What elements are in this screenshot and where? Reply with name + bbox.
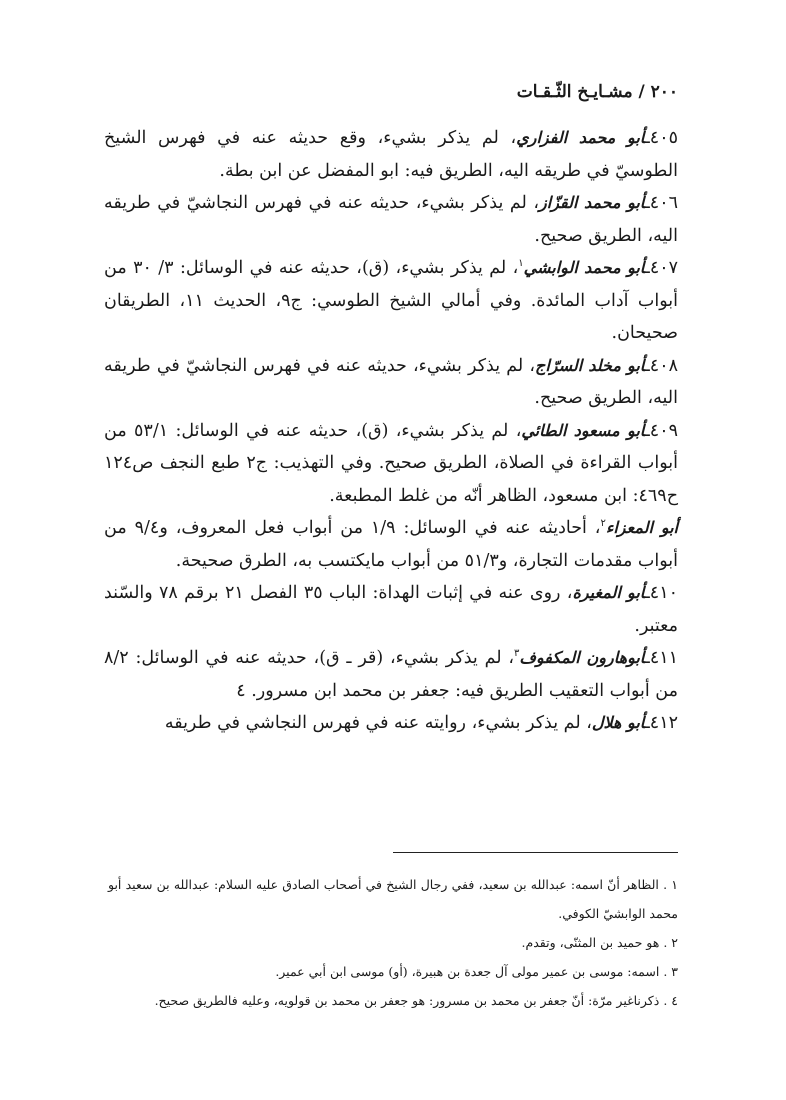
- narrator-name: أبو محمد الوابشي: [523, 258, 645, 277]
- footnote-marker: ١: [518, 258, 524, 270]
- footnote-4: [108, 986, 678, 1015]
- footnote-number: ١ .: [663, 877, 678, 892]
- footnote-number: ٤ .: [663, 993, 678, 1008]
- entry-number: ٤٠٩ـ: [644, 420, 678, 441]
- entry-407: [104, 252, 678, 350]
- entry-text: ، لم يذكر بشيء، حديثه عنه في فهرس النجاشيّ في طريقه اليه، الطريق صحيح.: [104, 355, 678, 408]
- entry-text: ، لم يذكر بشيء، (قر ـ ق)، حديثه عنه في الوسائل: ٨/٢ من أبواب التعقيب الطريق فيه: جعفر بن محمد ابن مسرور. ٤: [104, 648, 678, 701]
- entry-text: ، لم يذكر بشيء، وقع حديثه عنه في فهرس الشيخ الطوسيّ في طريقه اليه، الطريق فيه: ابو المفضل عن ابن بطة.: [104, 128, 678, 181]
- main-text: [104, 122, 678, 740]
- entry-409-sub: [104, 512, 678, 577]
- entry-number: ٤١٠ـ: [644, 583, 678, 603]
- footnote-text: الظاهر أنّ اسمه: عبدالله بن سعيد، ففي رجال الشيخ في أصحاب الصادق عليه السلام: عبدالله بن سعيد أبو محمد الوابشيّ الكوفي.: [108, 877, 678, 921]
- entry-number: ٤١٢ـ: [644, 713, 678, 733]
- footnote-text: ذكرناغير مرّة: أنّ جعفر بن محمد بن مسرور: هو جعفر بن محمد بن قولويه، وعليه فالطريق صحيح.: [154, 993, 660, 1008]
- entry-408: [104, 350, 678, 415]
- footnote-number: ٣ .: [663, 964, 678, 979]
- entry-410: [104, 577, 678, 642]
- footnote-1: [108, 870, 678, 928]
- entry-409: [104, 415, 678, 513]
- narrator-name: أبو هلال: [591, 713, 645, 732]
- footnote-number: ٢ .: [663, 935, 678, 950]
- footnote-2: [108, 928, 678, 957]
- entry-text: ، لم يذكر بشيء، (ق)، حديثه عنه في الوسائل: ٣/ ٣٠ من أبواب آداب المائدة. وفي أمالي الشيخ الطوسي: ج٩، الحديث ١١، الطريقان صحيحان.: [104, 258, 678, 343]
- entry-text: ، روى عنه في إثبات الهداة: الباب ٣٥ الفصل ٢١ برقم ٧٨ والسّند معتبر.: [104, 583, 678, 636]
- entry-number: ٤٠٨ـ: [644, 355, 678, 376]
- entry-number: ٤٠٧ـ: [644, 258, 679, 278]
- entry-406: [104, 187, 678, 252]
- narrator-name: أبو المعزاء: [605, 518, 679, 537]
- footnote-text: اسمه: موسى بن عمير مولى آل جعدة بن هبيرة، (أو) موسى ابن أبي عمير.: [275, 964, 660, 979]
- footnote-marker: ٢: [600, 518, 606, 530]
- entry-text: ، أحاديثه عنه في الوسائل: ١/٩ من أبواب فعل المعروف، و٩/٤ من أبواب مقدمات التجارة، و٥١/٣ من أبواب مايكتسب به، الطرق صحيحة.: [104, 518, 678, 571]
- footnote-marker: ٣: [514, 648, 520, 660]
- page-header: ٢٠٠ / مشـايـخ الثّـقـات: [516, 82, 678, 102]
- entry-text: ، لم يذكر بشيء، (ق)، حديثه عنه في الوسائل: ٥٣/١ من أبواب القراءة في الصلاة، الطريق صحيح. وفي التهذيب: ج٢ طبع النجف ص١٢٤ ح٤٦٩: ابن مسعود، الظاهر أنّه من غلط المطبعة.: [104, 420, 678, 506]
- footnotes: [108, 870, 678, 1015]
- entry-405: [104, 122, 678, 187]
- footnote-text: هو حميد بن المثنّى، وتقدم.: [521, 935, 660, 950]
- entry-number: ٤٠٥ـ: [644, 128, 678, 148]
- footnote-divider: [393, 852, 678, 853]
- entry-412: [104, 707, 678, 740]
- entry-411: [104, 642, 678, 707]
- entry-number: ٤٠٦ـ: [644, 193, 678, 213]
- narrator-name: أبو مخلد السرّاج: [534, 355, 645, 375]
- narrator-name: أبو محمد الفزاري: [516, 128, 645, 147]
- entry-number: ٤١١ـ: [644, 648, 679, 668]
- entry-text: ، لم يذكر بشيء، روايته عنه في فهرس النجاشي في طريقه: [164, 713, 592, 733]
- narrator-name: أبو مسعود الطائي: [521, 420, 645, 440]
- narrator-name: أبو المغيرة: [572, 583, 645, 602]
- entry-text: ، لم يذكر بشيء، حديثه عنه في فهرس النجاشيّ في طريقه اليه، الطريق صحيح.: [104, 193, 678, 246]
- narrator-name: أبوهارون المكفوف: [519, 648, 645, 667]
- narrator-name: أبو محمد القزّاز: [539, 193, 645, 212]
- footnote-3: [108, 957, 678, 986]
